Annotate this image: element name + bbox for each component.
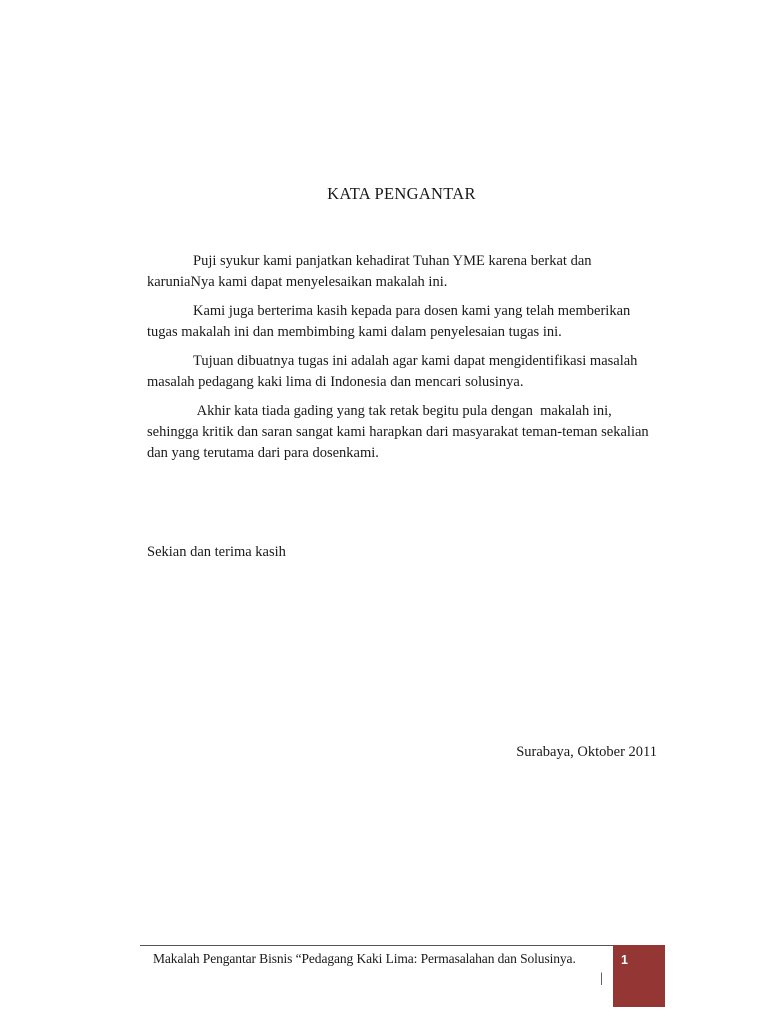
paragraph-2: Kami juga berterima kasih kepada para dosen kami yang telah memberikan tugas makalah ini dan membimbing kami dalam penyelesaian tugas ini. [147, 303, 631, 340]
page-title: KATA PENGANTAR [327, 184, 476, 203]
page-number-badge [613, 945, 665, 1007]
paragraph-1: Puji syukur kami panjatkan kehadirat Tuhan YME karena berkat dan karuniaNya kami dapat menyelesaikan makalah ini. [147, 253, 592, 290]
footer-separator: | [600, 971, 603, 986]
paragraph-4: Akhir kata tiada gading yang tak retak begitu pula dengan makalah ini, sehingga kritik dan saran sangat kami harapkan dari masyarakat teman-teman sekalian dan yang terutama dari para dosenkami. [147, 403, 653, 461]
closing-text: Sekian dan terima kasih [147, 544, 286, 560]
footer-rule [140, 945, 613, 946]
place-date: Surabaya, Oktober 2011 [516, 744, 657, 760]
footer-text: Makalah Pengantar Bisnis “Pedagang Kaki Lima: Permasalahan dan Solusinya. [153, 951, 576, 966]
paragraph-3: Tujuan dibuatnya tugas ini adalah agar kami dapat mengidentifikasi masalah masalah pedagang kaki lima di Indonesia dan mencari solusinya. [147, 353, 638, 390]
body-text [147, 251, 657, 472]
page-number: 1 [621, 953, 628, 967]
